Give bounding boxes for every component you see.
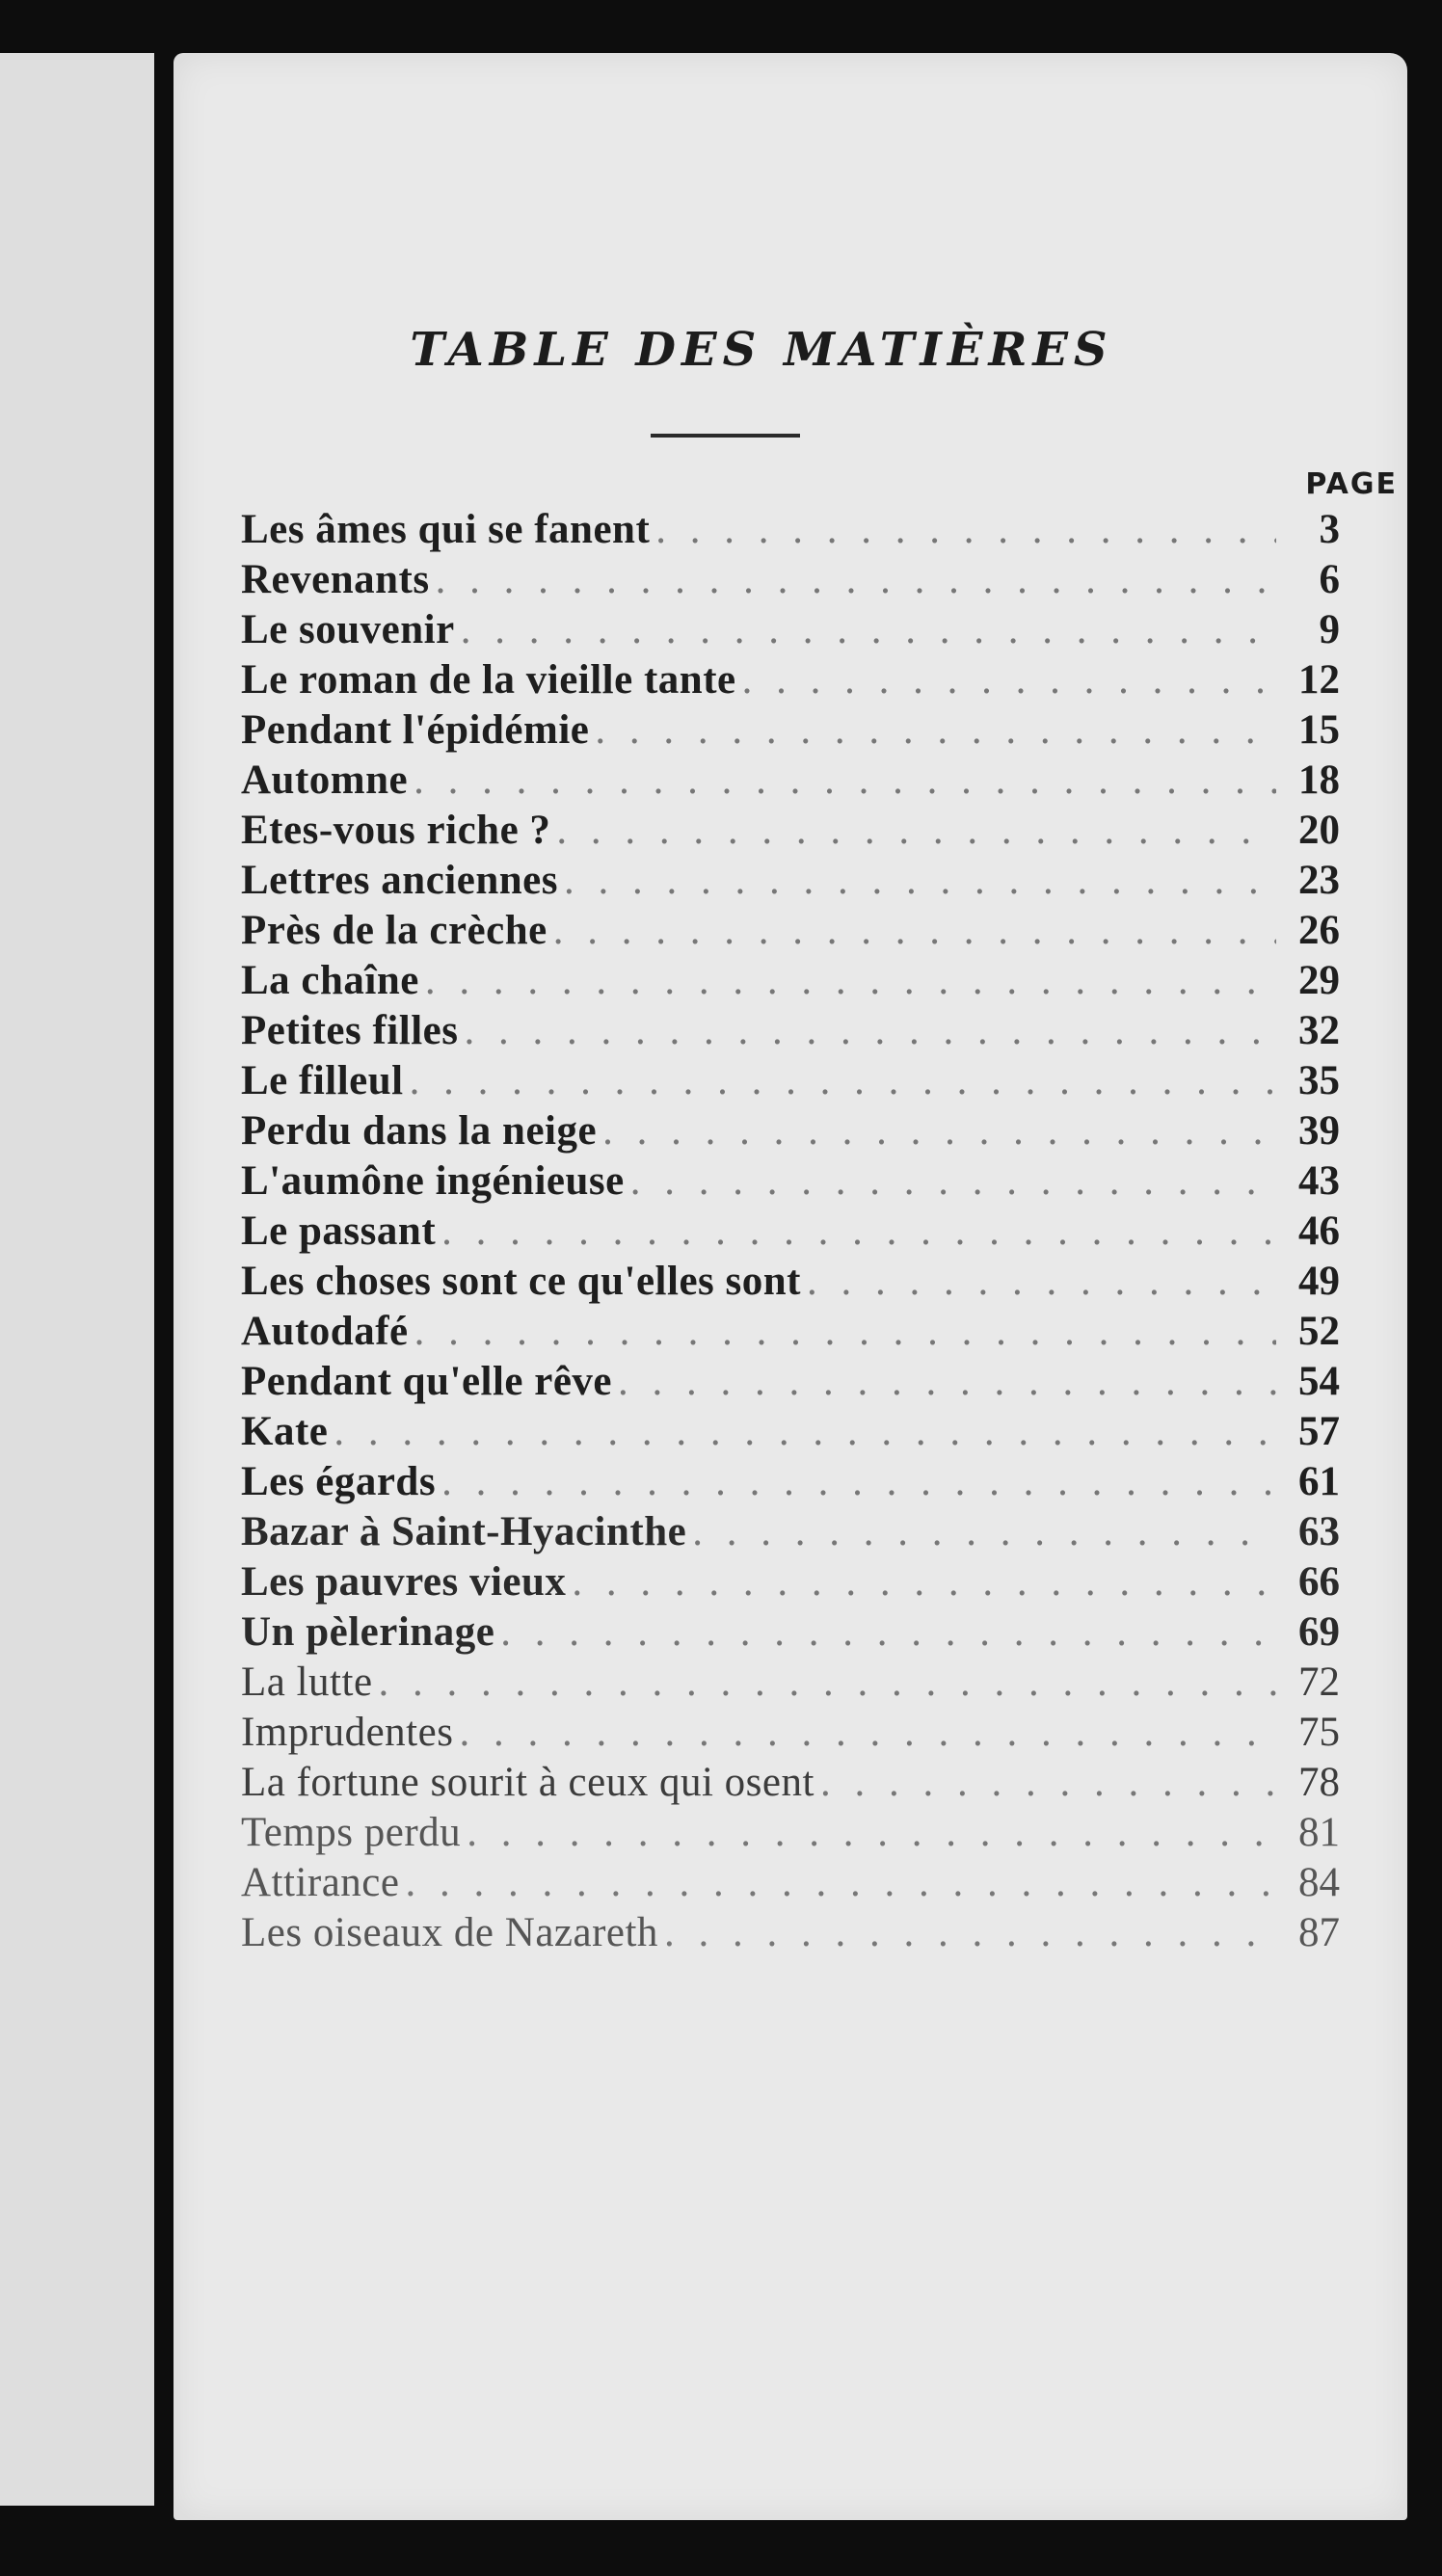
toc-entry	[241, 1759, 1340, 1809]
toc-entry-title: Les âmes qui se fanent	[241, 507, 651, 552]
previous-page-edge	[0, 53, 154, 2506]
toc-entry-title: La lutte	[241, 1660, 373, 1705]
toc-dot-leader	[564, 857, 1276, 904]
table-of-contents	[241, 506, 1340, 1959]
toc-entry	[241, 857, 1340, 907]
toc-dot-leader	[553, 907, 1276, 954]
toc-dot-leader	[618, 1358, 1276, 1405]
toc-entry-title: Temps perdu	[241, 1810, 462, 1855]
toc-entry-title: Le souvenir	[241, 607, 455, 652]
toc-dot-leader	[742, 656, 1276, 704]
toc-dot-leader	[414, 1308, 1276, 1355]
toc-entry-title: Automne	[241, 757, 409, 803]
toc-entry-page: 23	[1298, 858, 1340, 903]
toc-dot-leader	[441, 1208, 1276, 1255]
toc-entry	[241, 1659, 1340, 1709]
toc-entry-page: 63	[1298, 1509, 1340, 1554]
toc-entry-title: La chaîne	[241, 958, 419, 1003]
toc-entry-page: 54	[1298, 1359, 1340, 1404]
toc-entry-title: Pendant l'épidémie	[241, 707, 590, 753]
toc-entry-page: 75	[1298, 1710, 1340, 1755]
toc-entry	[241, 1007, 1340, 1057]
toc-entry-title: Autodafé	[241, 1309, 409, 1354]
toc-entry-page: 43	[1298, 1158, 1340, 1204]
toc-entry	[241, 1358, 1340, 1408]
toc-entry	[241, 1558, 1340, 1608]
toc-entry-page: 84	[1298, 1860, 1340, 1905]
toc-dot-leader	[630, 1157, 1276, 1205]
toc-dot-leader	[405, 1859, 1276, 1906]
toc-entry	[241, 757, 1340, 807]
toc-entry-title: Petites filles	[241, 1008, 459, 1053]
toc-dot-leader	[820, 1759, 1276, 1806]
toc-entry	[241, 606, 1340, 656]
toc-entry-title: Etes-vous riche ?	[241, 808, 551, 853]
toc-dot-leader	[465, 1007, 1277, 1054]
toc-entry-page: 46	[1298, 1208, 1340, 1254]
toc-entry-title: Les égards	[241, 1459, 437, 1504]
toc-entry	[241, 1458, 1340, 1508]
toc-entry-page: 78	[1298, 1760, 1340, 1805]
toc-entry	[241, 1208, 1340, 1258]
toc-entry-page: 72	[1298, 1660, 1340, 1705]
toc-entry-title: Les pauvres vieux	[241, 1559, 567, 1605]
toc-entry-title: Les choses sont ce qu'elles sont	[241, 1259, 801, 1304]
toc-entry-page: 35	[1298, 1058, 1340, 1103]
toc-entry-title: Lettres anciennes	[241, 858, 558, 903]
toc-entry-page: 6	[1319, 557, 1340, 602]
toc-dot-leader	[595, 706, 1276, 754]
toc-dot-leader	[414, 757, 1276, 804]
toc-dot-leader	[459, 1709, 1276, 1756]
toc-dot-leader	[379, 1659, 1276, 1706]
toc-entry	[241, 556, 1340, 606]
toc-entry	[241, 907, 1340, 957]
toc-entry-title: Revenants	[241, 557, 430, 602]
toc-entry-title: Un pèlerinage	[241, 1609, 495, 1655]
toc-entry	[241, 656, 1340, 706]
toc-dot-leader	[692, 1508, 1276, 1555]
toc-dot-leader	[461, 606, 1276, 653]
toc-dot-leader	[334, 1408, 1276, 1455]
toc-entry	[241, 1709, 1340, 1759]
toc-entry	[241, 1508, 1340, 1558]
toc-entry-title: Près de la crèche	[241, 908, 547, 953]
toc-entry-title: Le roman de la vieille tante	[241, 657, 736, 703]
toc-entry	[241, 1909, 1340, 1959]
toc-dot-leader	[410, 1057, 1276, 1104]
toc-entry-page: 81	[1298, 1810, 1340, 1855]
title-rule	[651, 434, 800, 438]
toc-entry-page: 9	[1319, 607, 1340, 652]
toc-entry-page: 52	[1298, 1309, 1340, 1354]
toc-entry-title: Perdu dans la neige	[241, 1108, 598, 1154]
toc-entry	[241, 1107, 1340, 1157]
toc-dot-leader	[441, 1458, 1276, 1505]
toc-dot-leader	[556, 807, 1276, 854]
toc-entry-page: 29	[1298, 958, 1340, 1003]
toc-entry	[241, 957, 1340, 1007]
toc-entry-page: 49	[1298, 1259, 1340, 1304]
toc-entry	[241, 1308, 1340, 1358]
toc-dot-leader	[664, 1909, 1276, 1956]
toc-entry	[241, 807, 1340, 857]
page-title: TABLE DES MATIÈRES	[410, 323, 1113, 377]
toc-entry	[241, 1057, 1340, 1107]
toc-entry-title: Attirance	[241, 1860, 400, 1905]
toc-dot-leader	[425, 957, 1276, 1004]
toc-entry-title: Les oiseaux de Nazareth	[241, 1910, 658, 1955]
toc-entry	[241, 506, 1340, 556]
toc-dot-leader	[572, 1558, 1276, 1606]
toc-dot-leader	[467, 1809, 1276, 1856]
toc-entry-page: 26	[1298, 908, 1340, 953]
toc-dot-leader	[602, 1107, 1276, 1155]
toc-entry-title: Le passant	[241, 1208, 437, 1254]
toc-entry-title: Imprudentes	[241, 1710, 454, 1755]
toc-entry-page: 20	[1298, 808, 1340, 853]
toc-entry-title: Pendant qu'elle rêve	[241, 1359, 613, 1404]
toc-entry-title: Kate	[241, 1409, 329, 1454]
toc-entry	[241, 1408, 1340, 1458]
toc-entry-page: 18	[1298, 757, 1340, 803]
toc-entry-title: Le filleul	[241, 1058, 404, 1103]
toc-entry-page: 69	[1298, 1609, 1340, 1655]
toc-dot-leader	[655, 506, 1276, 553]
toc-entry	[241, 1809, 1340, 1859]
toc-entry-page: 12	[1298, 657, 1340, 703]
toc-dot-leader	[807, 1258, 1276, 1305]
toc-entry-page: 66	[1298, 1559, 1340, 1605]
toc-entry-page: 3	[1319, 507, 1340, 552]
toc-entry	[241, 1859, 1340, 1909]
toc-entry-page: 87	[1298, 1910, 1340, 1955]
toc-entry-title: L'aumône ingénieuse	[241, 1158, 625, 1204]
toc-entry-page: 57	[1298, 1409, 1340, 1454]
toc-entry-title: La fortune sourit à ceux qui osent	[241, 1760, 814, 1805]
toc-dot-leader	[436, 556, 1276, 603]
toc-entry	[241, 1157, 1340, 1208]
toc-entry-page: 39	[1298, 1108, 1340, 1154]
toc-entry	[241, 1608, 1340, 1659]
toc-entry	[241, 706, 1340, 757]
book-page	[174, 53, 1407, 2520]
toc-entry-title: Bazar à Saint-Hyacinthe	[241, 1509, 687, 1554]
toc-entry	[241, 1258, 1340, 1308]
toc-dot-leader	[500, 1608, 1276, 1656]
page-column-label: PAGE	[1305, 467, 1398, 501]
toc-entry-page: 32	[1298, 1008, 1340, 1053]
toc-entry-page: 15	[1298, 707, 1340, 753]
toc-entry-page: 61	[1298, 1459, 1340, 1504]
